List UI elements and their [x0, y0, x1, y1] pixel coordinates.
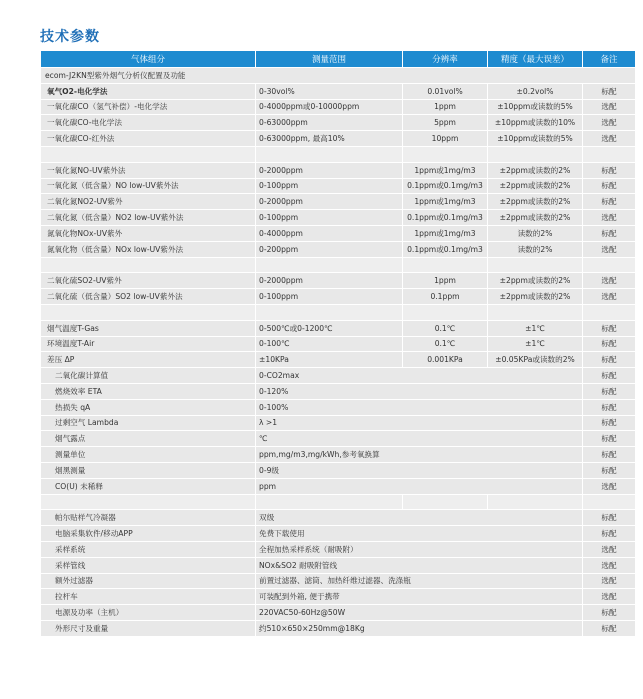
cell-accuracy: ±2ppm或读数的2%: [488, 273, 582, 288]
header-resolution: 分辨率: [403, 51, 487, 67]
cell-value: 220VAC50-60Hz@50W: [256, 605, 582, 620]
separator-cell: [583, 305, 635, 320]
cell-value: 全程加热采样系统（耐吸附）: [256, 542, 582, 557]
cell-component: 二氧化碳计算值: [41, 368, 255, 383]
cell-remark: 标配: [583, 510, 635, 525]
separator-cell: [403, 258, 487, 273]
cell-accuracy: ±2ppm或读数的2%: [488, 163, 582, 178]
table-row: [41, 416, 635, 431]
cell-value: NOx&SO2 耐吸附管线: [256, 558, 582, 573]
separator-cell: [403, 495, 487, 510]
table-row: [41, 542, 635, 557]
cell-resolution: 0.1ppm或0.1mg/m3: [403, 210, 487, 225]
separator-cell: [256, 258, 402, 273]
cell-remark: 选配: [583, 115, 635, 130]
cell-component: 采样管线: [41, 558, 255, 573]
table-row: [41, 589, 635, 604]
page-title: 技术参数: [40, 29, 100, 45]
cell-value: 0-120%: [256, 384, 582, 399]
cell-component: 氮氧化物NOx-UV紫外: [41, 226, 255, 241]
cell-resolution: 0.1℃: [403, 337, 487, 352]
cell-value: ppm: [256, 479, 582, 494]
separator-cell: [403, 147, 487, 162]
separator-cell: [41, 147, 255, 162]
separator-cell: [256, 147, 402, 162]
cell-component: 电源及功率（主机）: [41, 605, 255, 620]
cell-value: 双级: [256, 510, 582, 525]
table-row: [41, 384, 635, 399]
table-row: [41, 558, 635, 573]
table-row: [41, 447, 635, 462]
cell-component: 环境温度T-Air: [41, 337, 255, 352]
separator-cell: [256, 305, 402, 320]
cell-resolution: 10ppm: [403, 131, 487, 146]
cell-accuracy: ±0.05KPa或读数的2%: [488, 352, 582, 367]
cell-resolution: 1ppm: [403, 273, 487, 288]
cell-component: 氮氧化物（低含量）NOx low-UV紫外法: [41, 242, 255, 257]
cell-remark: 标配: [583, 337, 635, 352]
cell-value: ℃: [256, 431, 582, 446]
cell-range: 0-63000ppm: [256, 115, 402, 130]
cell-remark: 标配: [583, 368, 635, 383]
cell-remark: 选配: [583, 131, 635, 146]
cell-value: 约510×650×250mm@18Kg: [256, 621, 582, 636]
cell-component: 额外过滤器: [41, 574, 255, 589]
cell-component: 一氧化碳CO-红外法: [41, 131, 255, 146]
cell-range: 0-100℃: [256, 337, 402, 352]
cell-resolution: 0.1ppm或0.1mg/m3: [403, 179, 487, 194]
cell-resolution: 0.01vol%: [403, 84, 487, 99]
cell-component: 采样系统: [41, 542, 255, 557]
cell-range: ±10KPa: [256, 352, 402, 367]
table-row: [41, 163, 635, 178]
cell-remark: 标配: [583, 384, 635, 399]
cell-resolution: 1ppm或1mg/m3: [403, 226, 487, 241]
cell-range: 0-2000ppm: [256, 273, 402, 288]
separator-row: [41, 305, 635, 320]
separator-cell: [41, 495, 255, 510]
cell-value: ppm,mg/m3,mg/kWh,参考氧换算: [256, 447, 582, 462]
cell-resolution: 5ppm: [403, 115, 487, 130]
cell-component: 一氧化氮（低含量）NO low-UV紫外法: [41, 179, 255, 194]
cell-component: 二氧化氮（低含量）NO2 low-UV紫外法: [41, 210, 255, 225]
cell-remark: 选配: [583, 242, 635, 257]
cell-resolution: 0.1℃: [403, 321, 487, 336]
cell-remark: 标配: [583, 447, 635, 462]
cell-accuracy: ±1℃: [488, 337, 582, 352]
table-row: [41, 400, 635, 415]
cell-component: 差压 ΔP: [41, 352, 255, 367]
header-range: 测量范围: [256, 51, 402, 67]
table-row: [41, 226, 635, 241]
table-row: [41, 210, 635, 225]
cell-resolution: 0.1ppm: [403, 289, 487, 304]
cell-value: λ >1: [256, 416, 582, 431]
separator-row: [41, 258, 635, 273]
cell-remark: 选配: [583, 589, 635, 604]
table-row: [41, 337, 635, 352]
cell-remark: 标配: [583, 621, 635, 636]
cell-remark: 标配: [583, 321, 635, 336]
cell-accuracy: ±0.2vol%: [488, 84, 582, 99]
cell-range: 0-63000ppm, 最高10%: [256, 131, 402, 146]
cell-resolution: 1ppm或1mg/m3: [403, 163, 487, 178]
cell-remark: 标配: [583, 352, 635, 367]
cell-component: 一氧化氮NO-UV紫外法: [41, 163, 255, 178]
cell-remark: 选配: [583, 574, 635, 589]
cell-component: 烟气温度T-Gas: [41, 321, 255, 336]
table-header-row: [41, 51, 635, 67]
cell-component: 过剩空气 Lambda: [41, 416, 255, 431]
cell-range: 0-4000ppm: [256, 226, 402, 241]
cell-remark: 标配: [583, 226, 635, 241]
table-row: [41, 510, 635, 525]
table-row: [41, 605, 635, 620]
separator-cell: [583, 258, 635, 273]
table-row: [41, 621, 635, 636]
cell-component: 烟黑测量: [41, 463, 255, 478]
separator-cell: [41, 258, 255, 273]
table-row: [41, 479, 635, 494]
table-row: [41, 273, 635, 288]
cell-component: 热损失 qA: [41, 400, 255, 415]
cell-component: 二氧化硫SO2-UV紫外: [41, 273, 255, 288]
separator-cell: [583, 495, 635, 510]
cell-accuracy: ±2ppm或读数的2%: [488, 210, 582, 225]
cell-range: 0-2000ppm: [256, 163, 402, 178]
table-row: [41, 194, 635, 209]
cell-component: 拉杆车: [41, 589, 255, 604]
cell-range: 0-200ppm: [256, 242, 402, 257]
spec-table-container: [40, 50, 618, 637]
cell-range: 0-100ppm: [256, 210, 402, 225]
cell-component: 烟气露点: [41, 431, 255, 446]
separator-cell: [403, 305, 487, 320]
cell-range: 0-30vol%: [256, 84, 402, 99]
cell-accuracy: ±2ppm或读数的2%: [488, 289, 582, 304]
cell-accuracy: ±10ppm或读数的10%: [488, 115, 582, 130]
separator-cell: [488, 258, 582, 273]
cell-remark: 标配: [583, 605, 635, 620]
cell-resolution: 0.001KPa: [403, 352, 487, 367]
table-body: [41, 68, 635, 636]
separator-cell: [488, 147, 582, 162]
cell-accuracy: ±10ppm或读数的5%: [488, 100, 582, 115]
header-accuracy: 精度（最大误差）: [488, 51, 582, 67]
header-remark: 备注: [583, 51, 635, 67]
table-row: [41, 463, 635, 478]
header-gas-component: 气体组分: [41, 51, 255, 67]
separator-row: [41, 147, 635, 162]
table-row: [41, 368, 635, 383]
cell-component: 测量单位: [41, 447, 255, 462]
separator-cell: [488, 495, 582, 510]
cell-resolution: 1ppm: [403, 100, 487, 115]
table-row: [41, 352, 635, 367]
cell-range: 0-100ppm: [256, 179, 402, 194]
cell-value: 可装配到外箱, 便于携带: [256, 589, 582, 604]
table-row: [41, 526, 635, 541]
cell-resolution: 1ppm或1mg/m3: [403, 194, 487, 209]
cell-remark: 标配: [583, 84, 635, 99]
cell-component: 燃烧效率 ETA: [41, 384, 255, 399]
separator-row: [41, 495, 635, 510]
table-row: [41, 242, 635, 257]
separator-cell: [256, 495, 402, 510]
cell-remark: 选配: [583, 210, 635, 225]
cell-component: 电脑采集软件/移动APP: [41, 526, 255, 541]
table-row: [41, 179, 635, 194]
spec-table: [40, 50, 636, 637]
cell-remark: 选配: [583, 479, 635, 494]
cell-component: 帕尔贴样气冷凝器: [41, 510, 255, 525]
cell-accuracy: ±2ppm或读数的2%: [488, 194, 582, 209]
table-row: [41, 115, 635, 130]
cell-accuracy: ±2ppm或读数的2%: [488, 179, 582, 194]
cell-value: 免费下载使用: [256, 526, 582, 541]
cell-accuracy: ±1℃: [488, 321, 582, 336]
cell-remark: 标配: [583, 194, 635, 209]
cell-value: 0-CO2max: [256, 368, 582, 383]
separator-cell: [488, 305, 582, 320]
cell-component: 一氧化碳CO（氢气补偿）-电化学法: [41, 100, 255, 115]
cell-remark: 标配: [583, 416, 635, 431]
table-row: [41, 84, 635, 99]
cell-value: 0-100%: [256, 400, 582, 415]
separator-cell: [41, 305, 255, 320]
cell-remark: 选配: [583, 289, 635, 304]
cell-remark: 标配: [583, 463, 635, 478]
cell-range: 0-500℃或0-1200℃: [256, 321, 402, 336]
cell-component: 一氧化碳CO-电化学法: [41, 115, 255, 130]
table-row: [41, 131, 635, 146]
cell-accuracy: 读数的2%: [488, 242, 582, 257]
cell-remark: 选配: [583, 542, 635, 557]
cell-range: 0-2000ppm: [256, 194, 402, 209]
table-subtitle-row: [41, 68, 635, 83]
cell-value: 0-9级: [256, 463, 582, 478]
table-row: [41, 321, 635, 336]
cell-remark: 标配: [583, 526, 635, 541]
table-row: [41, 289, 635, 304]
cell-remark: 选配: [583, 558, 635, 573]
cell-value: 前置过滤器、滤筒、加热纤维过滤器、洗涤瓶: [256, 574, 582, 589]
cell-component: 二氧化氮NO2-UV紫外: [41, 194, 255, 209]
table-subtitle: ecom-J2KN型紫外烟气分析仪配置及功能: [41, 68, 635, 83]
cell-component: 氧气O2-电化学法: [41, 84, 255, 99]
cell-range: 0-4000ppm或0-10000ppm: [256, 100, 402, 115]
cell-component: CO(U) 未稀释: [41, 479, 255, 494]
cell-range: 0-100ppm: [256, 289, 402, 304]
cell-remark: 选配: [583, 100, 635, 115]
cell-component: 外形尺寸及重量: [41, 621, 255, 636]
cell-remark: 标配: [583, 163, 635, 178]
cell-remark: 选配: [583, 273, 635, 288]
cell-remark: 标配: [583, 179, 635, 194]
cell-accuracy: 读数的2%: [488, 226, 582, 241]
table-row: [41, 574, 635, 589]
table-row: [41, 431, 635, 446]
separator-cell: [583, 147, 635, 162]
table-row: [41, 100, 635, 115]
cell-remark: 标配: [583, 431, 635, 446]
cell-remark: 标配: [583, 400, 635, 415]
cell-resolution: 0.1ppm或0.1mg/m3: [403, 242, 487, 257]
cell-component: 二氧化硫（低含量）SO2 low-UV紫外法: [41, 289, 255, 304]
cell-accuracy: ±10ppm或读数的5%: [488, 131, 582, 146]
